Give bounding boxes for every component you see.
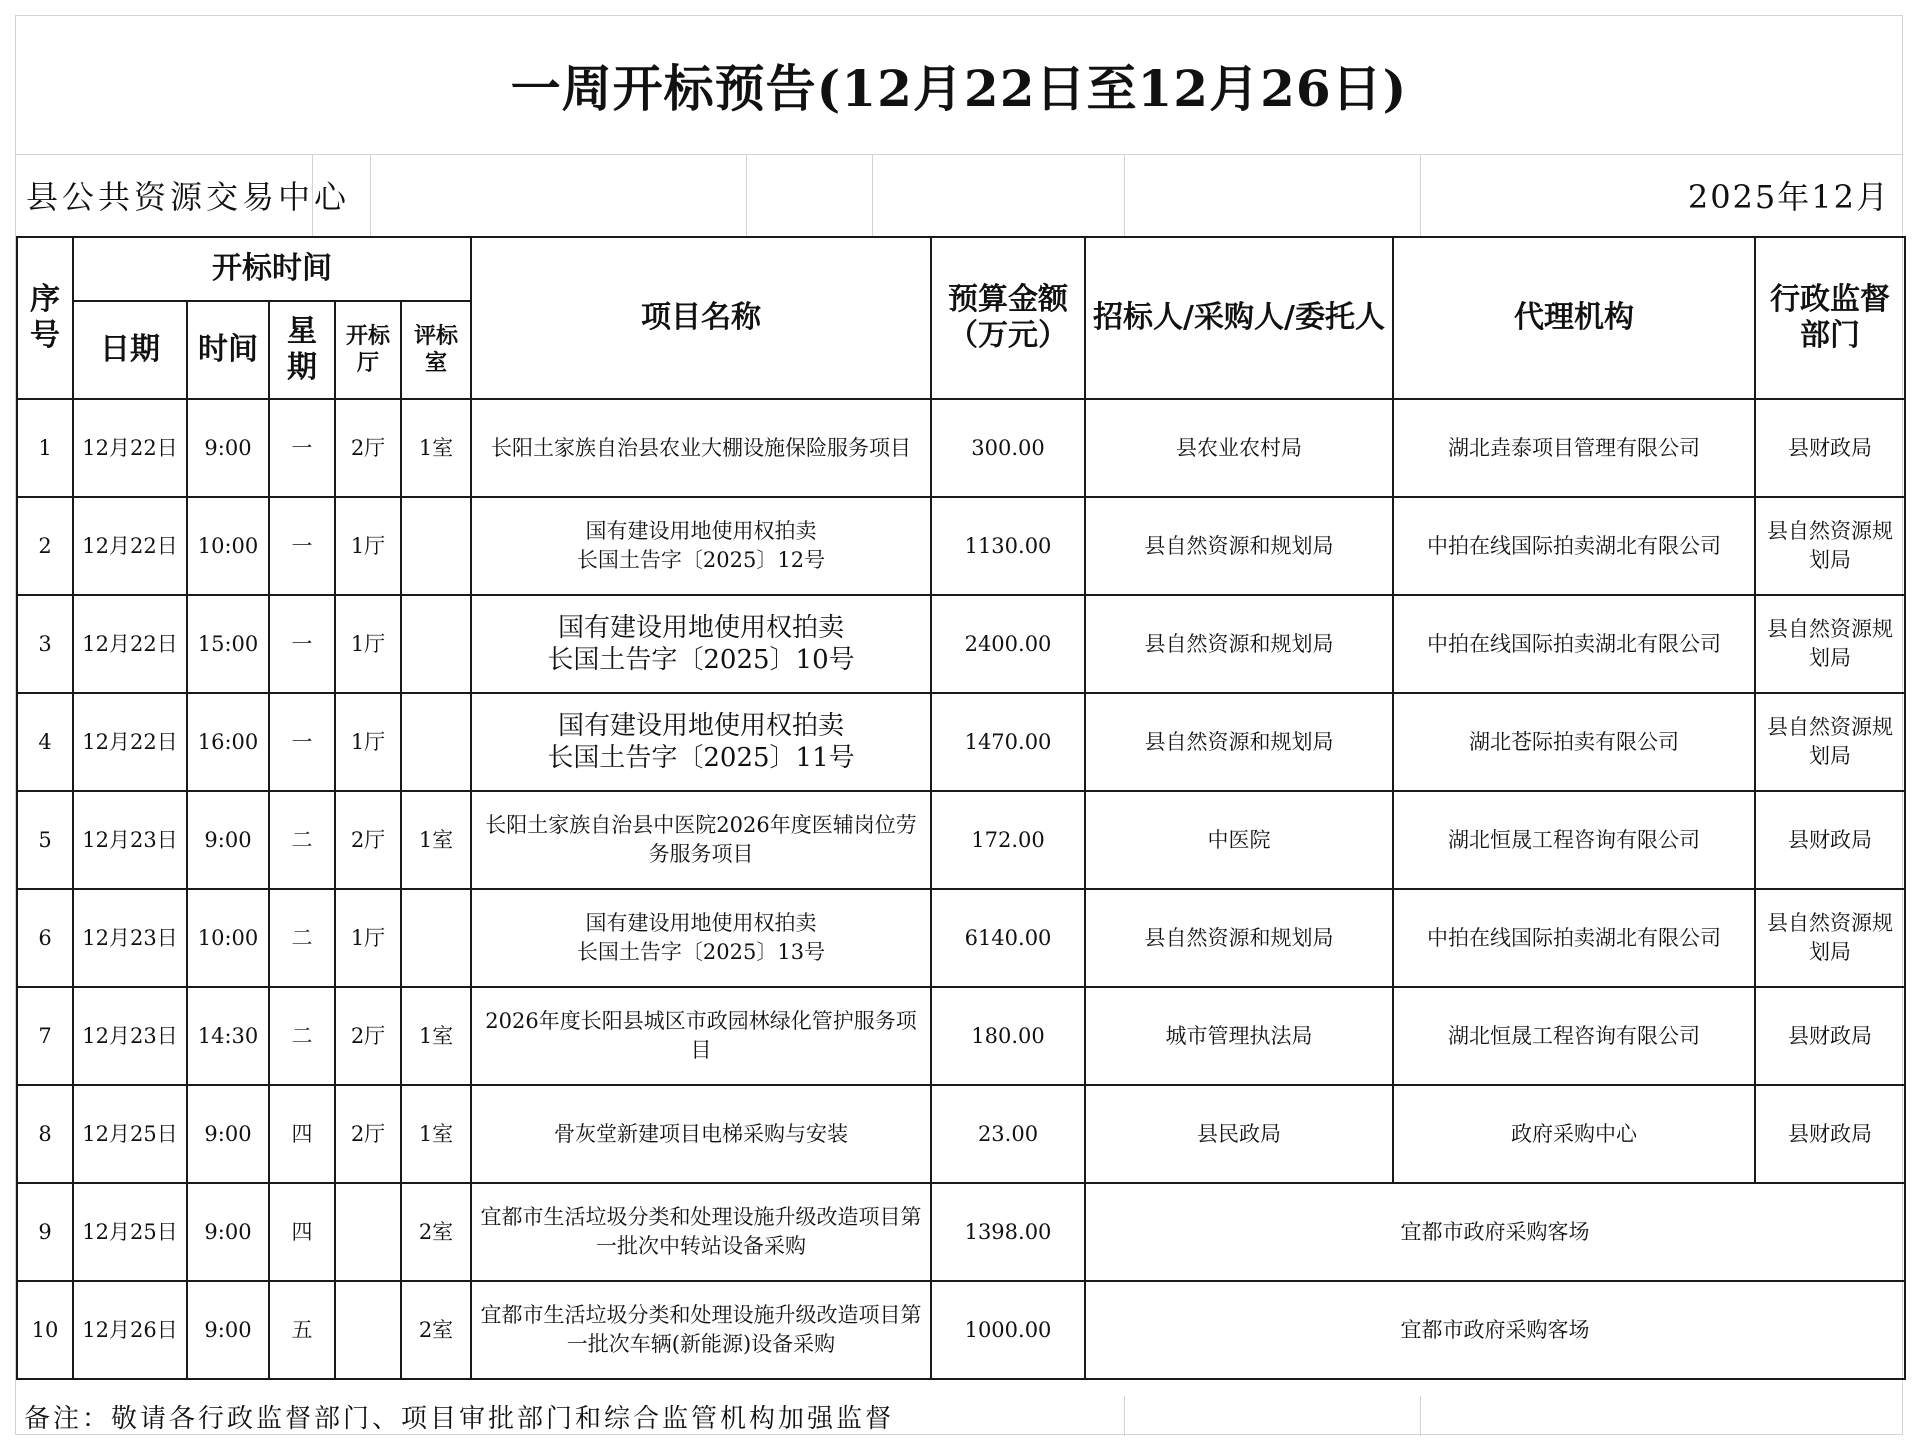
cell-merged-agency: 宜都市政府采购客场 <box>1085 1183 1905 1281</box>
cell-time: 16:00 <box>187 693 269 791</box>
cell-date: 12月22日 <box>73 399 187 497</box>
cell-seq: 6 <box>17 889 73 987</box>
meta-row <box>16 154 1902 237</box>
cell-supervisor: 县财政局 <box>1755 791 1905 889</box>
bid-notice-sheet <box>15 15 1903 1435</box>
cell-agency: 中拍在线国际拍卖湖北有限公司 <box>1393 595 1755 693</box>
col-project: 项目名称 <box>471 237 931 399</box>
cell-time: 9:00 <box>187 1183 269 1281</box>
col-buyer: 招标人/采购人/委托人 <box>1085 237 1393 399</box>
cell-project: 宜都市生活垃圾分类和处理设施升级改造项目第一批次车辆(新能源)设备采购 <box>471 1281 931 1379</box>
table-row <box>17 693 1905 791</box>
col-budget: 预算金额（万元） <box>931 237 1085 399</box>
cell-supervisor: 县自然资源规划局 <box>1755 693 1905 791</box>
cell-budget: 1130.00 <box>931 497 1085 595</box>
cell-project: 宜都市生活垃圾分类和处理设施升级改造项目第一批次中转站设备采购 <box>471 1183 931 1281</box>
cell-agency: 中拍在线国际拍卖湖北有限公司 <box>1393 497 1755 595</box>
cell-time: 9:00 <box>187 1085 269 1183</box>
gridline <box>370 154 371 236</box>
cell-date: 12月23日 <box>73 987 187 1085</box>
cell-seq: 10 <box>17 1281 73 1379</box>
cell-weekday: 二 <box>269 791 335 889</box>
table-row <box>17 497 1905 595</box>
col-supervisor: 行政监督部门 <box>1755 237 1905 399</box>
cell-room: 1室 <box>401 987 471 1085</box>
cell-budget: 1000.00 <box>931 1281 1085 1379</box>
title-row <box>16 16 1902 155</box>
cell-project: 国有建设用地使用权拍卖 长国土告字〔2025〕13号 <box>471 889 931 987</box>
cell-date: 12月23日 <box>73 791 187 889</box>
report-month: 2025年12月 <box>1687 178 1890 216</box>
cell-seq: 9 <box>17 1183 73 1281</box>
cell-room <box>401 693 471 791</box>
page-title: 一周开标预告(12月22日至12月26日) <box>510 59 1408 118</box>
cell-hall: 2厅 <box>335 987 401 1085</box>
cell-room: 1室 <box>401 791 471 889</box>
cell-time: 15:00 <box>187 595 269 693</box>
cell-date: 12月22日 <box>73 693 187 791</box>
cell-project: 国有建设用地使用权拍卖 长国土告字〔2025〕10号 <box>471 595 931 693</box>
cell-date: 12月22日 <box>73 595 187 693</box>
cell-date: 12月22日 <box>73 497 187 595</box>
col-agency: 代理机构 <box>1393 237 1755 399</box>
cell-buyer: 县自然资源和规划局 <box>1085 595 1393 693</box>
cell-time: 9:00 <box>187 399 269 497</box>
cell-agency: 湖北垚泰项目管理有限公司 <box>1393 399 1755 497</box>
cell-buyer: 中医院 <box>1085 791 1393 889</box>
cell-date: 12月25日 <box>73 1183 187 1281</box>
cell-hall: 1厅 <box>335 693 401 791</box>
cell-buyer: 县农业农村局 <box>1085 399 1393 497</box>
cell-weekday: 一 <box>269 497 335 595</box>
schedule-table <box>16 236 1906 1380</box>
cell-agency: 中拍在线国际拍卖湖北有限公司 <box>1393 889 1755 987</box>
cell-hall: 2厅 <box>335 399 401 497</box>
cell-weekday: 一 <box>269 399 335 497</box>
cell-supervisor: 县财政局 <box>1755 399 1905 497</box>
table-row <box>17 1281 1905 1379</box>
gridline <box>1420 1396 1421 1436</box>
cell-hall: 1厅 <box>335 497 401 595</box>
cell-project: 长阳土家族自治县中医院2026年度医辅岗位劳务服务项目 <box>471 791 931 889</box>
cell-buyer: 县自然资源和规划局 <box>1085 693 1393 791</box>
cell-supervisor: 县自然资源规划局 <box>1755 889 1905 987</box>
cell-buyer: 县自然资源和规划局 <box>1085 889 1393 987</box>
table-row <box>17 987 1905 1085</box>
cell-buyer: 县自然资源和规划局 <box>1085 497 1393 595</box>
gridline <box>1124 1396 1125 1436</box>
cell-room <box>401 595 471 693</box>
cell-seq: 5 <box>17 791 73 889</box>
col-hall: 开标厅 <box>335 301 401 399</box>
cell-time: 10:00 <box>187 889 269 987</box>
cell-agency: 政府采购中心 <box>1393 1085 1755 1183</box>
cell-project: 长阳土家族自治县农业大棚设施保险服务项目 <box>471 399 931 497</box>
cell-budget: 300.00 <box>931 399 1085 497</box>
cell-weekday: 二 <box>269 889 335 987</box>
cell-supervisor: 县财政局 <box>1755 1085 1905 1183</box>
cell-budget: 2400.00 <box>931 595 1085 693</box>
cell-budget: 1398.00 <box>931 1183 1085 1281</box>
cell-supervisor: 县自然资源规划局 <box>1755 595 1905 693</box>
col-date: 日期 <box>73 301 187 399</box>
organization-name: 县公共资源交易中心 <box>26 178 351 216</box>
cell-hall <box>335 1281 401 1379</box>
cell-budget: 6140.00 <box>931 889 1085 987</box>
cell-hall: 2厅 <box>335 791 401 889</box>
col-seq: 序号 <box>17 237 73 399</box>
cell-hall: 1厅 <box>335 595 401 693</box>
cell-budget: 23.00 <box>931 1085 1085 1183</box>
cell-seq: 7 <box>17 987 73 1085</box>
col-open-time: 开标时间 <box>73 237 471 301</box>
cell-room: 2室 <box>401 1183 471 1281</box>
cell-project: 国有建设用地使用权拍卖 长国土告字〔2025〕12号 <box>471 497 931 595</box>
cell-budget: 180.00 <box>931 987 1085 1085</box>
table-row <box>17 889 1905 987</box>
cell-seq: 3 <box>17 595 73 693</box>
cell-weekday: 四 <box>269 1085 335 1183</box>
cell-seq: 2 <box>17 497 73 595</box>
cell-agency: 湖北恒晟工程咨询有限公司 <box>1393 791 1755 889</box>
cell-project: 骨灰堂新建项目电梯采购与安装 <box>471 1085 931 1183</box>
cell-budget: 172.00 <box>931 791 1085 889</box>
cell-room <box>401 889 471 987</box>
table-row <box>17 791 1905 889</box>
footer-row <box>16 1396 1902 1436</box>
cell-seq: 8 <box>17 1085 73 1183</box>
cell-seq: 1 <box>17 399 73 497</box>
cell-date: 12月25日 <box>73 1085 187 1183</box>
cell-weekday: 五 <box>269 1281 335 1379</box>
cell-weekday: 四 <box>269 1183 335 1281</box>
cell-hall: 2厅 <box>335 1085 401 1183</box>
col-weekday: 星期 <box>269 301 335 399</box>
table-row <box>17 1183 1905 1281</box>
cell-room: 1室 <box>401 1085 471 1183</box>
table-row <box>17 399 1905 497</box>
cell-agency: 湖北苍际拍卖有限公司 <box>1393 693 1755 791</box>
cell-weekday: 一 <box>269 595 335 693</box>
cell-weekday: 一 <box>269 693 335 791</box>
table-row <box>17 595 1905 693</box>
gridline <box>872 154 873 236</box>
cell-time: 14:30 <box>187 987 269 1085</box>
cell-date: 12月26日 <box>73 1281 187 1379</box>
gridline <box>746 154 747 236</box>
cell-agency: 湖北恒晟工程咨询有限公司 <box>1393 987 1755 1085</box>
cell-weekday: 二 <box>269 987 335 1085</box>
footer-note: 备注：敬请各行政监督部门、项目审批部门和综合监管机构加强监督 <box>24 1403 895 1434</box>
gridline <box>1124 154 1125 236</box>
cell-date: 12月23日 <box>73 889 187 987</box>
cell-merged-agency: 宜都市政府采购客场 <box>1085 1281 1905 1379</box>
cell-supervisor: 县财政局 <box>1755 987 1905 1085</box>
cell-buyer: 县民政局 <box>1085 1085 1393 1183</box>
col-time: 时间 <box>187 301 269 399</box>
gridline <box>1420 154 1421 236</box>
cell-project: 2026年度长阳县城区市政园林绿化管护服务项目 <box>471 987 931 1085</box>
table-row <box>17 1085 1905 1183</box>
cell-room <box>401 497 471 595</box>
cell-project: 国有建设用地使用权拍卖 长国土告字〔2025〕11号 <box>471 693 931 791</box>
cell-hall <box>335 1183 401 1281</box>
cell-time: 10:00 <box>187 497 269 595</box>
cell-room: 2室 <box>401 1281 471 1379</box>
cell-seq: 4 <box>17 693 73 791</box>
cell-buyer: 城市管理执法局 <box>1085 987 1393 1085</box>
cell-hall: 1厅 <box>335 889 401 987</box>
cell-time: 9:00 <box>187 1281 269 1379</box>
cell-supervisor: 县自然资源规划局 <box>1755 497 1905 595</box>
cell-room: 1室 <box>401 399 471 497</box>
col-room: 评标室 <box>401 301 471 399</box>
cell-time: 9:00 <box>187 791 269 889</box>
cell-budget: 1470.00 <box>931 693 1085 791</box>
